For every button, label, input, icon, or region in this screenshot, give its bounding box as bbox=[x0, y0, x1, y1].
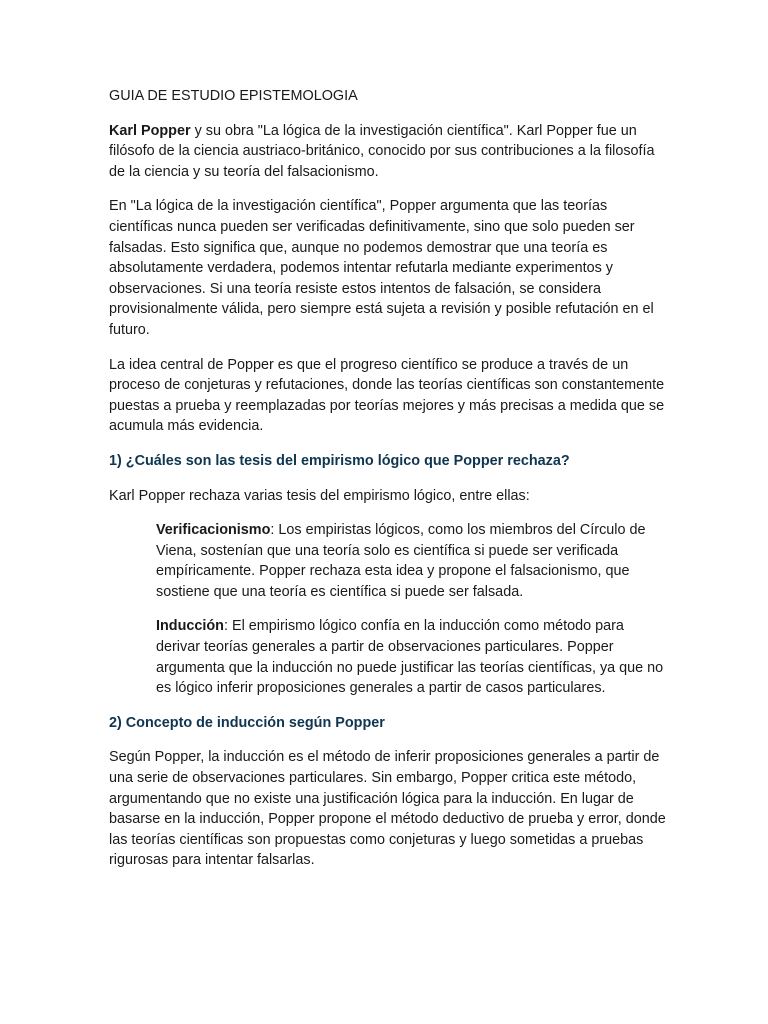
intro-bold-lead: Karl Popper bbox=[109, 122, 191, 139]
thesis-text: : El empirismo lógico confía en la inducción como método para derivar teorías generales a partir de observaciones particulares. Popper argumenta que la inducción no puede justificar las teorías científicas, ya que no es lógico inferir proposiciones generales a partir de casos particulares. bbox=[156, 618, 664, 697]
thesis-term: Verificacionismo bbox=[156, 522, 271, 539]
question-1-lead: Karl Popper rechaza varias tesis del empirismo lógico, entre ellas: bbox=[109, 487, 530, 504]
question-2-answer: Según Popper, la inducción es el método de inferir proposiciones generales a partir de una serie de observaciones particulares. Sin embargo, Popper critica este método, argumentando que no existe una justificación lógica para la inducción. En lugar de basarse en la inducción, Popper propone el método deductivo de prueba y error, donde las teorías científicas son propuestas como conjeturas y luego sometidas a pruebas rigurosas para intentar falsarlas. bbox=[109, 749, 666, 869]
question-1-heading: 1) ¿Cuáles son las tesis del empirismo lógico que Popper rechaza? bbox=[109, 452, 570, 469]
question-2-heading: 2) Concepto de inducción según Popper bbox=[109, 714, 385, 731]
paragraph-central-idea: La idea central de Popper es que el progreso científico se produce a través de un proceso de conjeturas y refutaciones, donde las teorías científicas son constantemente puestas a prueba y reemplazadas por teorías mejores y más precisas a medida que se acumula más evidencia. bbox=[109, 356, 665, 435]
thesis-item-verificacionismo bbox=[156, 520, 668, 602]
document-title: GUIA DE ESTUDIO EPISTEMOLOGIA bbox=[109, 88, 358, 104]
thesis-item-induccion bbox=[156, 616, 668, 698]
thesis-term: Inducción bbox=[156, 618, 224, 635]
intro-paragraph bbox=[109, 121, 668, 183]
thesis-text: : Los empiristas lógicos, como los miembros del Círculo de Viena, sostenían que una teoría solo es científica si puede ser verificada empíricamente. Popper rechaza esta idea y propone el falsacionismo, que sostiene que una teoría es científica si puede ser falsada. bbox=[156, 522, 646, 600]
intro-text: y su obra "La lógica de la investigación científica". Karl Popper fue un filósofo de la ciencia austriaco-británico, conocido por sus contribuciones a la filosofía de la ciencia y su teoría del falsacionismo. bbox=[109, 122, 655, 180]
paragraph-verification: En "La lógica de la investigación científica", Popper argumenta que las teorías científicas nunca pueden ser verificadas definitivamente, sino que solo pueden ser falsadas. Esto significa que, aunque no podemos demostrar que una teoría es absolutamente verdadera, podemos intentar refutarla mediante experimentos y observaciones. Si una teoría resiste estos intentos de falsación, se considera provisionalmente válida, pero siempre está sujeta a revisión y posible refutación en el futuro. bbox=[109, 198, 654, 338]
